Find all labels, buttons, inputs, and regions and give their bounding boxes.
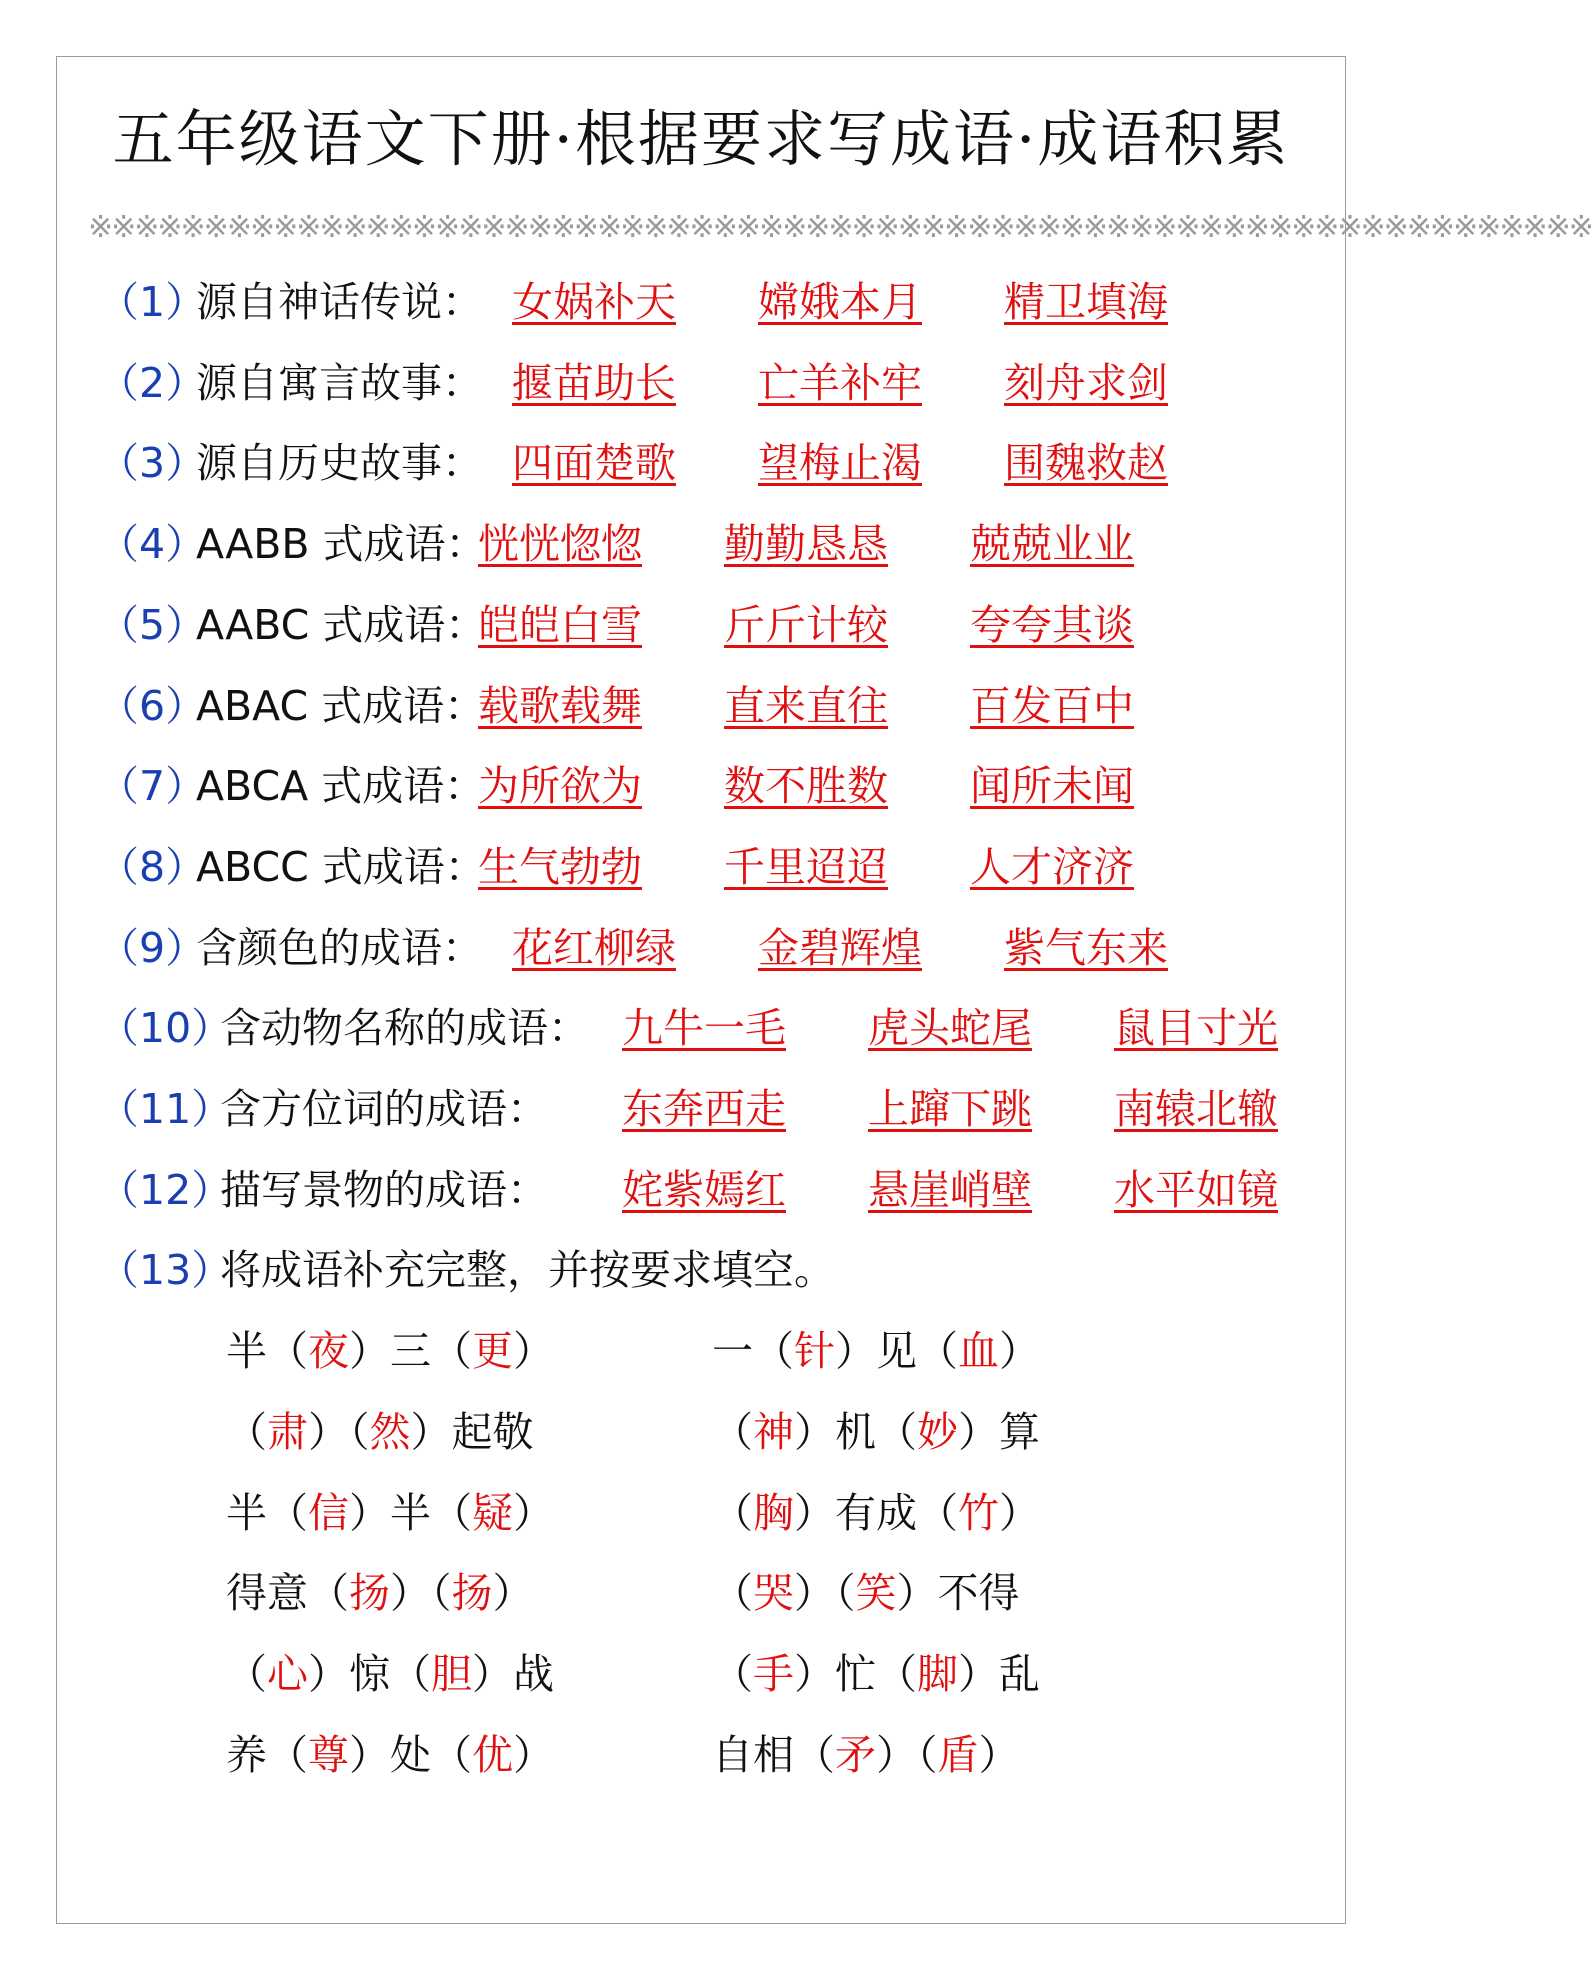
idiom-text: ） [958, 1407, 999, 1456]
idiom-text: （ [876, 1649, 917, 1698]
row-number: （7） [98, 762, 207, 811]
filled-character: 针 [794, 1327, 835, 1376]
idiom-text: （ [308, 1569, 349, 1618]
filled-character: 竹 [958, 1488, 999, 1537]
answer-idiom: 兢兢业业 [970, 520, 1134, 569]
filled-character: 笑 [855, 1569, 897, 1618]
answer-idiom: 恍恍惚惚 [478, 520, 642, 569]
row-label: ABCC 式成语： [196, 842, 486, 891]
idiom-row [0, 756, 1400, 816]
idiom-text: （ [267, 1730, 308, 1779]
idiom-text: ） [794, 1649, 835, 1698]
row-label: 源自寓言故事： [196, 358, 483, 407]
row-label: 源自历史故事： [196, 439, 483, 488]
idiom-text: （ [876, 1407, 917, 1456]
idiom-text: （ [267, 1327, 308, 1376]
row-number: （2） [98, 358, 207, 407]
filled-character: 手 [753, 1649, 794, 1698]
idiom-text: （ [267, 1488, 308, 1537]
row-label: 描写景物的成语： [220, 1165, 548, 1214]
decorative-divider: ※※※※※※※※※※※※※※※※※※※※※※※※※※※※※※※※※※※※※※※※※※※※※※※※※※※※※※※※※※※※※※※※※ [88, 210, 1592, 245]
idiom-text: （ [712, 1649, 753, 1698]
answer-idiom: 九牛一毛 [622, 1004, 786, 1053]
idiom-text: 乱 [999, 1649, 1040, 1698]
filled-character: 胸 [753, 1488, 794, 1537]
answer-idiom: 千里迢迢 [724, 842, 888, 891]
row-number: （3） [98, 439, 207, 488]
filled-character: 矛 [835, 1730, 876, 1779]
idiom-text: ） [472, 1649, 513, 1698]
filled-character: 盾 [937, 1730, 979, 1779]
row-number: （12） [98, 1165, 233, 1214]
idiom-text: （ [431, 1569, 452, 1618]
answer-idiom: 金碧辉煌 [758, 923, 922, 972]
filled-character: 妙 [917, 1407, 958, 1456]
idiom-text: ） [513, 1488, 554, 1537]
answer-idiom: 望梅止渴 [758, 439, 922, 488]
answer-idiom: 载歌载舞 [478, 681, 642, 730]
filled-character: 心 [267, 1649, 308, 1698]
answer-idiom: 夸夸其谈 [970, 600, 1134, 649]
idiom-text: （ [917, 1730, 938, 1779]
fill-in-idiom [226, 1725, 554, 1785]
filled-character: 肃 [267, 1407, 308, 1456]
idiom-text: ） [390, 1569, 431, 1618]
idiom-text: 忙 [835, 1649, 876, 1698]
answer-idiom: 姹紫嫣红 [622, 1165, 786, 1214]
row-label: 源自神话传说： [196, 278, 483, 326]
answer-idiom: 女娲补天 [512, 278, 676, 326]
idiom-text: （ [712, 1569, 753, 1618]
idiom-text: （ [917, 1488, 958, 1537]
idiom-text: （ [349, 1407, 370, 1456]
idiom-row [0, 1160, 1400, 1220]
idiom-text: ） [794, 1407, 835, 1456]
fill-in-idiom [712, 1563, 1020, 1623]
answer-idiom: 亡羊补牢 [758, 358, 922, 407]
row-label: AABB 式成语： [196, 520, 487, 569]
question-13-heading [0, 1240, 1400, 1300]
filled-character: 疑 [472, 1488, 513, 1537]
idiom-text: 得意 [226, 1569, 308, 1618]
filled-character: 更 [472, 1327, 513, 1376]
idiom-row [0, 676, 1400, 736]
idiom-text: 半 [226, 1327, 267, 1376]
idiom-text: 见 [876, 1327, 917, 1376]
answer-idiom: 揠苗助长 [512, 358, 676, 407]
fill-in-idiom [712, 1725, 1020, 1785]
answer-idiom: 上蹿下跳 [868, 1085, 1032, 1133]
row-number: （6） [98, 681, 207, 730]
idiom-text: 机 [835, 1407, 876, 1456]
answer-idiom: 花红柳绿 [512, 923, 676, 972]
fill-in-idiom [712, 1402, 1040, 1462]
fill-in-idiom [226, 1402, 534, 1462]
idiom-text: ） [978, 1730, 1020, 1779]
answer-idiom: 南辕北辙 [1114, 1085, 1278, 1133]
filled-character: 尊 [308, 1730, 349, 1779]
idiom-text: 三 [390, 1327, 431, 1376]
idiom-text: ） [513, 1327, 554, 1376]
answer-idiom: 嫦娥本月 [758, 278, 922, 326]
idiom-text: （ [226, 1407, 267, 1456]
filled-character: 血 [958, 1327, 999, 1376]
idiom-text: 算 [999, 1407, 1040, 1456]
row-label: 含方位词的成语： [220, 1085, 548, 1133]
idiom-row [0, 595, 1400, 655]
fill-in-idiom [712, 1321, 1040, 1381]
idiom-row [0, 514, 1400, 574]
idiom-row [0, 1079, 1400, 1139]
idiom-text: 战 [513, 1649, 554, 1698]
answer-idiom: 水平如镜 [1114, 1165, 1278, 1214]
answer-idiom: 悬崖峭壁 [868, 1165, 1032, 1214]
idiom-text: 有成 [835, 1488, 917, 1537]
idiom-row [0, 998, 1400, 1058]
answer-idiom: 东奔西走 [622, 1085, 786, 1133]
idiom-text: ） [958, 1649, 999, 1698]
row-label: ABCA 式成语： [196, 762, 486, 811]
idiom-text: ） [876, 1730, 917, 1779]
idiom-text: ） [308, 1407, 349, 1456]
row-label: AABC 式成语： [196, 600, 487, 649]
row-number: （1） [98, 278, 207, 326]
idiom-text: ） [349, 1488, 390, 1537]
idiom-row [0, 353, 1400, 413]
row-label: 将成语补充完整，并按要求填空。 [220, 1246, 835, 1295]
row-number: （11） [98, 1085, 233, 1133]
idiom-text: （ [917, 1327, 958, 1376]
filled-character: 夜 [308, 1327, 349, 1376]
idiom-text: 半 [390, 1488, 431, 1537]
answer-idiom: 皑皑白雪 [478, 600, 642, 649]
idiom-row [0, 433, 1400, 493]
idiom-text: （ [226, 1649, 267, 1698]
idiom-row [0, 272, 1400, 332]
idiom-row [0, 918, 1400, 978]
row-number: （13） [98, 1246, 233, 1295]
idiom-text: （ [712, 1488, 753, 1537]
answer-idiom: 勤勤恳恳 [724, 520, 888, 569]
idiom-text: （ [835, 1569, 856, 1618]
idiom-text: 不得 [937, 1569, 1020, 1618]
fill-in-idiom [712, 1644, 1040, 1704]
answer-idiom: 刻舟求剑 [1004, 358, 1168, 407]
row-label: 含颜色的成语： [196, 923, 483, 972]
row-label: 含动物名称的成语： [220, 1004, 589, 1053]
answer-idiom: 为所欲为 [478, 762, 642, 811]
fill-in-idiom [226, 1644, 554, 1704]
idiom-text: （ [431, 1327, 472, 1376]
idiom-text: ） [999, 1488, 1040, 1537]
answer-idiom: 生气勃勃 [478, 842, 642, 891]
idiom-text: ） [835, 1327, 876, 1376]
answer-idiom: 闻所未闻 [970, 762, 1134, 811]
fill-in-idiom [226, 1483, 554, 1543]
fill-in-idiom [226, 1321, 554, 1381]
row-number: （9） [98, 923, 207, 972]
idiom-text: （ [431, 1488, 472, 1537]
answer-idiom: 直来直往 [724, 681, 888, 730]
filled-character: 脚 [917, 1649, 958, 1698]
idiom-row [0, 837, 1400, 897]
idiom-text: 一 [712, 1327, 753, 1376]
idiom-text: 起敬 [451, 1407, 534, 1456]
answer-idiom: 围魏救赵 [1004, 439, 1168, 488]
idiom-text: （ [753, 1327, 794, 1376]
fill-in-idiom [226, 1563, 534, 1623]
answer-idiom: 斤斤计较 [724, 600, 888, 649]
filled-character: 哭 [753, 1569, 794, 1618]
idiom-text: ） [794, 1569, 835, 1618]
answer-idiom: 紫气东来 [1004, 923, 1168, 972]
answer-idiom: 鼠目寸光 [1114, 1004, 1278, 1053]
idiom-text: ） [410, 1407, 452, 1456]
filled-character: 信 [308, 1488, 349, 1537]
idiom-text: ） [999, 1327, 1040, 1376]
row-number: （8） [98, 842, 207, 891]
idiom-text: （ [390, 1649, 431, 1698]
answer-idiom: 四面楚歌 [512, 439, 676, 488]
filled-character: 扬 [349, 1569, 390, 1618]
filled-character: 神 [753, 1407, 794, 1456]
row-number: （5） [98, 600, 207, 649]
idiom-text: ） [896, 1569, 938, 1618]
idiom-text: ） [513, 1730, 554, 1779]
idiom-text: 半 [226, 1488, 267, 1537]
row-number: （10） [98, 1004, 233, 1053]
answer-idiom: 虎头蛇尾 [868, 1004, 1032, 1053]
answer-idiom: 精卫填海 [1004, 278, 1168, 326]
fill-in-idiom [712, 1483, 1040, 1543]
answer-idiom: 人才济济 [970, 842, 1134, 891]
filled-character: 扬 [451, 1569, 493, 1618]
idiom-text: ） [349, 1327, 390, 1376]
filled-character: 然 [369, 1407, 411, 1456]
idiom-text: （ [431, 1730, 472, 1779]
idiom-text: 养 [226, 1730, 267, 1779]
page-title: 五年级语文下册·根据要求写成语·成语积累 [112, 104, 1290, 175]
row-number: （4） [98, 520, 207, 569]
row-label: ABAC 式成语： [196, 681, 486, 730]
filled-character: 优 [472, 1730, 513, 1779]
answer-idiom: 百发百中 [970, 681, 1134, 730]
idiom-text: ） [308, 1649, 349, 1698]
idiom-text: 处 [390, 1730, 431, 1779]
idiom-text: 自相 [712, 1730, 794, 1779]
idiom-text: （ [712, 1407, 753, 1456]
idiom-text: ） [349, 1730, 390, 1779]
filled-character: 胆 [431, 1649, 472, 1698]
idiom-text: （ [794, 1730, 835, 1779]
idiom-text: ） [794, 1488, 835, 1537]
answer-idiom: 数不胜数 [724, 762, 888, 811]
idiom-text: ） [492, 1569, 534, 1618]
idiom-text: 惊 [349, 1649, 390, 1698]
